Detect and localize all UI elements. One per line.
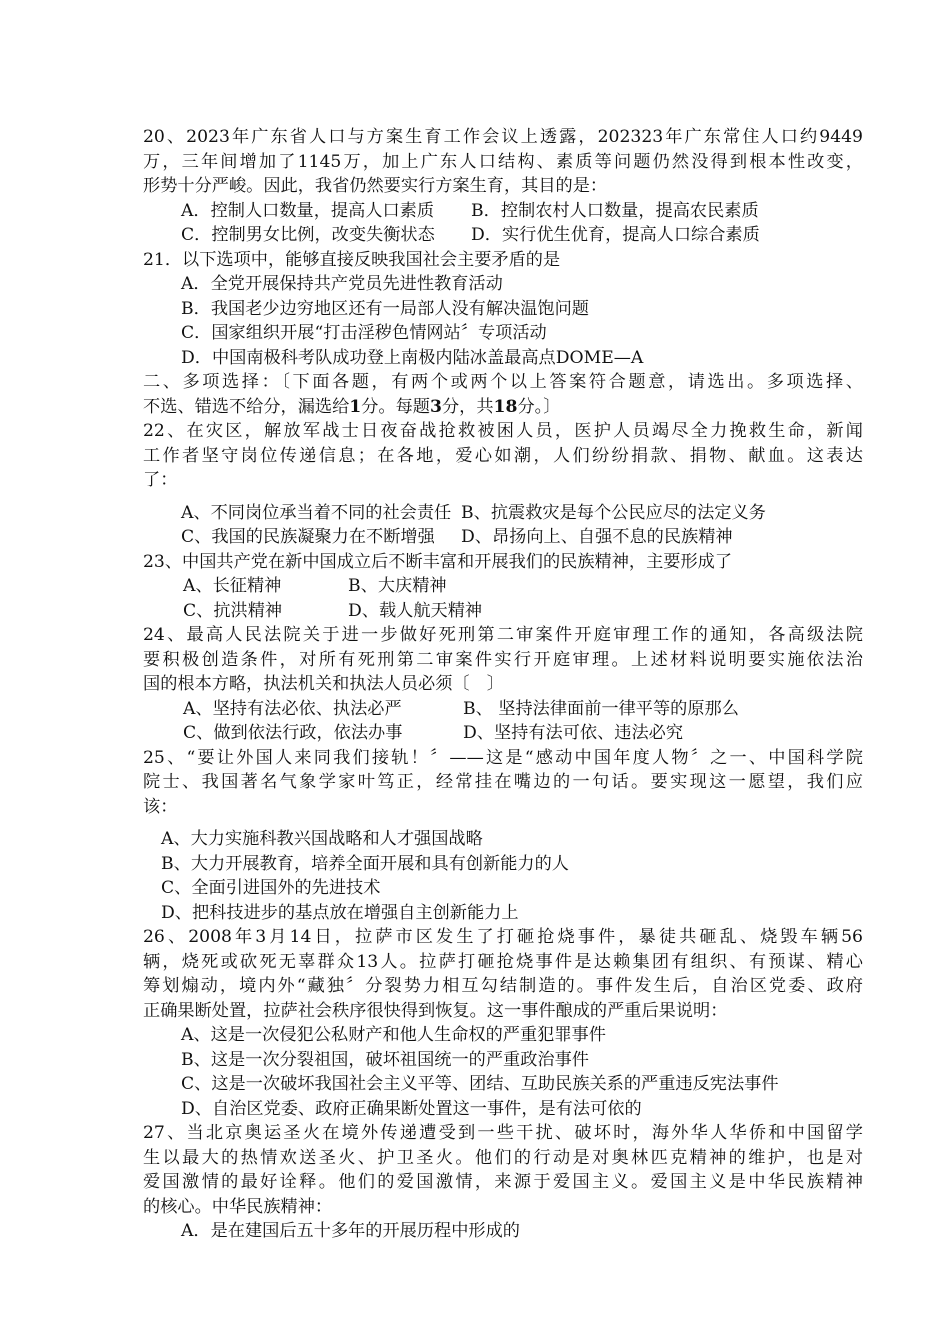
q20-stem-line-1: 20、2023年广东省人口与方案生育工作会议上透露，202323年广东常住人口约9449 xyxy=(143,127,863,147)
q23-option-c: C、抗洪精神 xyxy=(183,600,283,621)
section-2-text-c: 分，共 xyxy=(441,396,494,417)
q20-option-c: C．控制男女比例，改变失衡状态 xyxy=(181,225,435,245)
question-24 xyxy=(143,623,863,746)
q26-option-a: A、这是一次侵犯公私财产和他人生命权的严重犯罪事件 xyxy=(181,1025,606,1045)
q25-stem-line-3: 该： xyxy=(143,796,178,817)
question-20 xyxy=(143,125,863,248)
q27-stem-line-1: 27、当北京奥运圣火在境外传递遭受到一些干扰、破坏时，海外华人华侨和中国留学 xyxy=(143,1123,863,1143)
q25-option-a: A、大力实施科教兴国战略和人才强国战略 xyxy=(161,829,483,849)
q21-option-d: D．中国南极科考队成功登上南极内陆冰盖最高点DOME—A xyxy=(181,347,644,368)
section-2-line-1: 二、多项选择：〔下面各题，有两个或两个以上答案符合题意，请选出。多项选择、 xyxy=(143,372,863,392)
q20-option-b: B．控制农村人口数量，提高农民素质 xyxy=(471,200,759,221)
q22-stem-line-3: 了： xyxy=(143,470,178,490)
section-2-line-2 xyxy=(143,395,863,420)
q25-stem-line-1: 25、“要让外国人来同我们接轨！〞——这是“感动中国年度人物〞之一、中国科学院 xyxy=(143,747,863,768)
q22-option-c: C、我国的民族凝聚力在不断增强 xyxy=(181,527,435,547)
score-total: 18 xyxy=(493,396,518,417)
q26-option-b: B、这是一次分裂祖国，破坏祖国统一的严重政治事件 xyxy=(181,1049,589,1070)
score-per-question: 3 xyxy=(430,396,442,417)
q24-stem-line-3: 国的根本方略，执法机关和执法人员必须〔 〕 xyxy=(143,674,504,694)
q27-stem-line-3: 爱国激情的最好诠释。他们的爱国激情，来源于爱国主义。爱国主义是中华民族精神 xyxy=(143,1172,863,1192)
question-25 xyxy=(143,746,863,926)
q22-option-d: D、昂扬向上、自强不息的民族精神 xyxy=(461,527,733,547)
question-22 xyxy=(143,419,863,550)
q20-options-row-2 xyxy=(143,223,863,248)
q26-stem-line-2: 辆，烧死或砍死无辜群众13人。拉萨打砸抢烧事件是达赖集团有组织、有预谋、精心 xyxy=(143,951,863,972)
q22-option-a: A、不同岗位承当着不同的社会责任 xyxy=(181,502,452,523)
q24-option-d: D、坚持有法可依、违法必究 xyxy=(463,723,684,743)
q24-option-c: C、做到依法行政，依法办事 xyxy=(183,723,403,743)
q21-option-b: B．我国老少边穷地区还有一局部人没有解决温饱问题 xyxy=(181,298,589,319)
q23-stem: 23、中国共产党在新中国成立后不断丰富和开展我们的民族精神，主要形成了 xyxy=(143,551,733,572)
q22-options-row-2 xyxy=(143,525,863,550)
q25-option-d: D、把科技进步的基点放在增强自主创新能力上 xyxy=(161,902,519,923)
section-2-heading xyxy=(143,370,863,419)
question-21 xyxy=(143,248,863,371)
q23-option-d: D、载人航天精神 xyxy=(348,600,483,621)
q22-stem-line-1: 22、在灾区，解放军战士日夜奋战抢救被困人员，医护人员竭尽全力挽救生命，新闻 xyxy=(143,421,863,441)
section-2-text-d: 分。〕 xyxy=(517,396,561,417)
question-23 xyxy=(143,550,863,624)
section-2-text-b: 分。每题 xyxy=(361,396,430,417)
q23-options-row-2 xyxy=(143,599,863,624)
q21-stem: 21．以下选项中，能够直接反映我国社会主要矛盾的是 xyxy=(143,249,561,270)
question-26 xyxy=(143,925,863,1121)
score-per-miss: 1 xyxy=(349,396,362,417)
q21-option-a: A．全党开展保持共产党员先进性教育活动 xyxy=(181,274,503,294)
q26-option-c: C、这是一次破坏我国社会主义平等、团结、互助民族关系的严重违反宪法事件 xyxy=(181,1074,779,1094)
q24-option-b: B、 坚持法律面前一律平等的原那么 xyxy=(463,698,739,719)
q20-option-a: A．控制人口数量，提高人口素质 xyxy=(181,200,435,221)
q26-stem-line-4: 正确果断处置，拉萨社会秩序很快得到恢复。这一事件酿成的严重后果说明： xyxy=(143,1000,728,1021)
q25-option-c: C、全面引进国外的先进技术 xyxy=(161,878,381,898)
q26-stem-line-3: 筹划煽动，境内外“藏独〞分裂势力相互勾结制造的。事件发生后，自治区党委、政府 xyxy=(143,976,863,996)
q24-options-row-2 xyxy=(143,721,863,746)
q22-stem-line-2: 工作者坚守岗位传递信息；在各地，爱心如潮，人们纷纷捐款、捐物、献血。这表达 xyxy=(143,445,863,466)
q27-stem-line-4: 的核心。中华民族精神： xyxy=(143,1196,333,1217)
q21-option-c: C．国家组织开展“打击淫秽色情网站〞专项活动 xyxy=(181,323,547,343)
page-content xyxy=(143,125,863,1244)
q20-options-row-1 xyxy=(143,199,863,224)
q27-option-a: A．是在建国后五十多年的开展历程中形成的 xyxy=(181,1221,520,1241)
q20-stem-line-3: 形势十分严峻。因此，我省仍然要实行方案生育，其目的是： xyxy=(143,176,608,196)
q20-option-d: D．实行优生优育，提高人口综合素质 xyxy=(471,225,760,245)
q23-option-b: B、大庆精神 xyxy=(348,576,447,596)
section-2-text-a: 不选、错选不给分，漏选给 xyxy=(143,396,350,417)
q24-options-row-1 xyxy=(143,697,863,722)
q24-option-a: A、坚持有法必依、执法必严 xyxy=(183,698,402,719)
q24-stem-line-2: 要积极创造条件，对所有死刑第二审案件实行开庭审理。上述材料说明要实施依法治 xyxy=(143,649,863,670)
q25-option-b: B、大力开展教育，培养全面开展和具有创新能力的人 xyxy=(161,853,569,874)
q22-option-b: B、抗震救灾是每个公民应尽的法定义务 xyxy=(461,502,766,523)
q25-stem-line-2: 院士、我国著名气象学家叶笃正，经常挂在嘴边的一句话。要实现这一愿望，我们应 xyxy=(143,772,863,792)
q22-options-row-1 xyxy=(143,501,863,526)
q26-option-d: D、自治区党委、政府正确果断处置这一事件，是有法可依的 xyxy=(181,1098,642,1119)
q20-stem-line-2: 万，三年间增加了1145万，加上广东人口结构、素质等问题仍然没得到根本性改变， xyxy=(143,151,863,172)
q23-option-a: A、长征精神 xyxy=(183,576,282,596)
q24-stem-line-1: 24、最高人民法院关于进一步做好死刑第二审案件开庭审理工作的通知，各高级法院 xyxy=(143,625,863,645)
q27-stem-line-2: 生以最大的热情欢送圣火、护卫圣火。他们的行动是对奥林匹克精神的维护，也是对 xyxy=(143,1147,863,1168)
q23-options-row-1 xyxy=(143,574,863,599)
q26-stem-line-1: 26、2008年3月14日，拉萨市区发生了打砸抢烧事件，暴徒共砸乱、烧毁车辆56 xyxy=(143,927,863,947)
question-27 xyxy=(143,1121,863,1244)
